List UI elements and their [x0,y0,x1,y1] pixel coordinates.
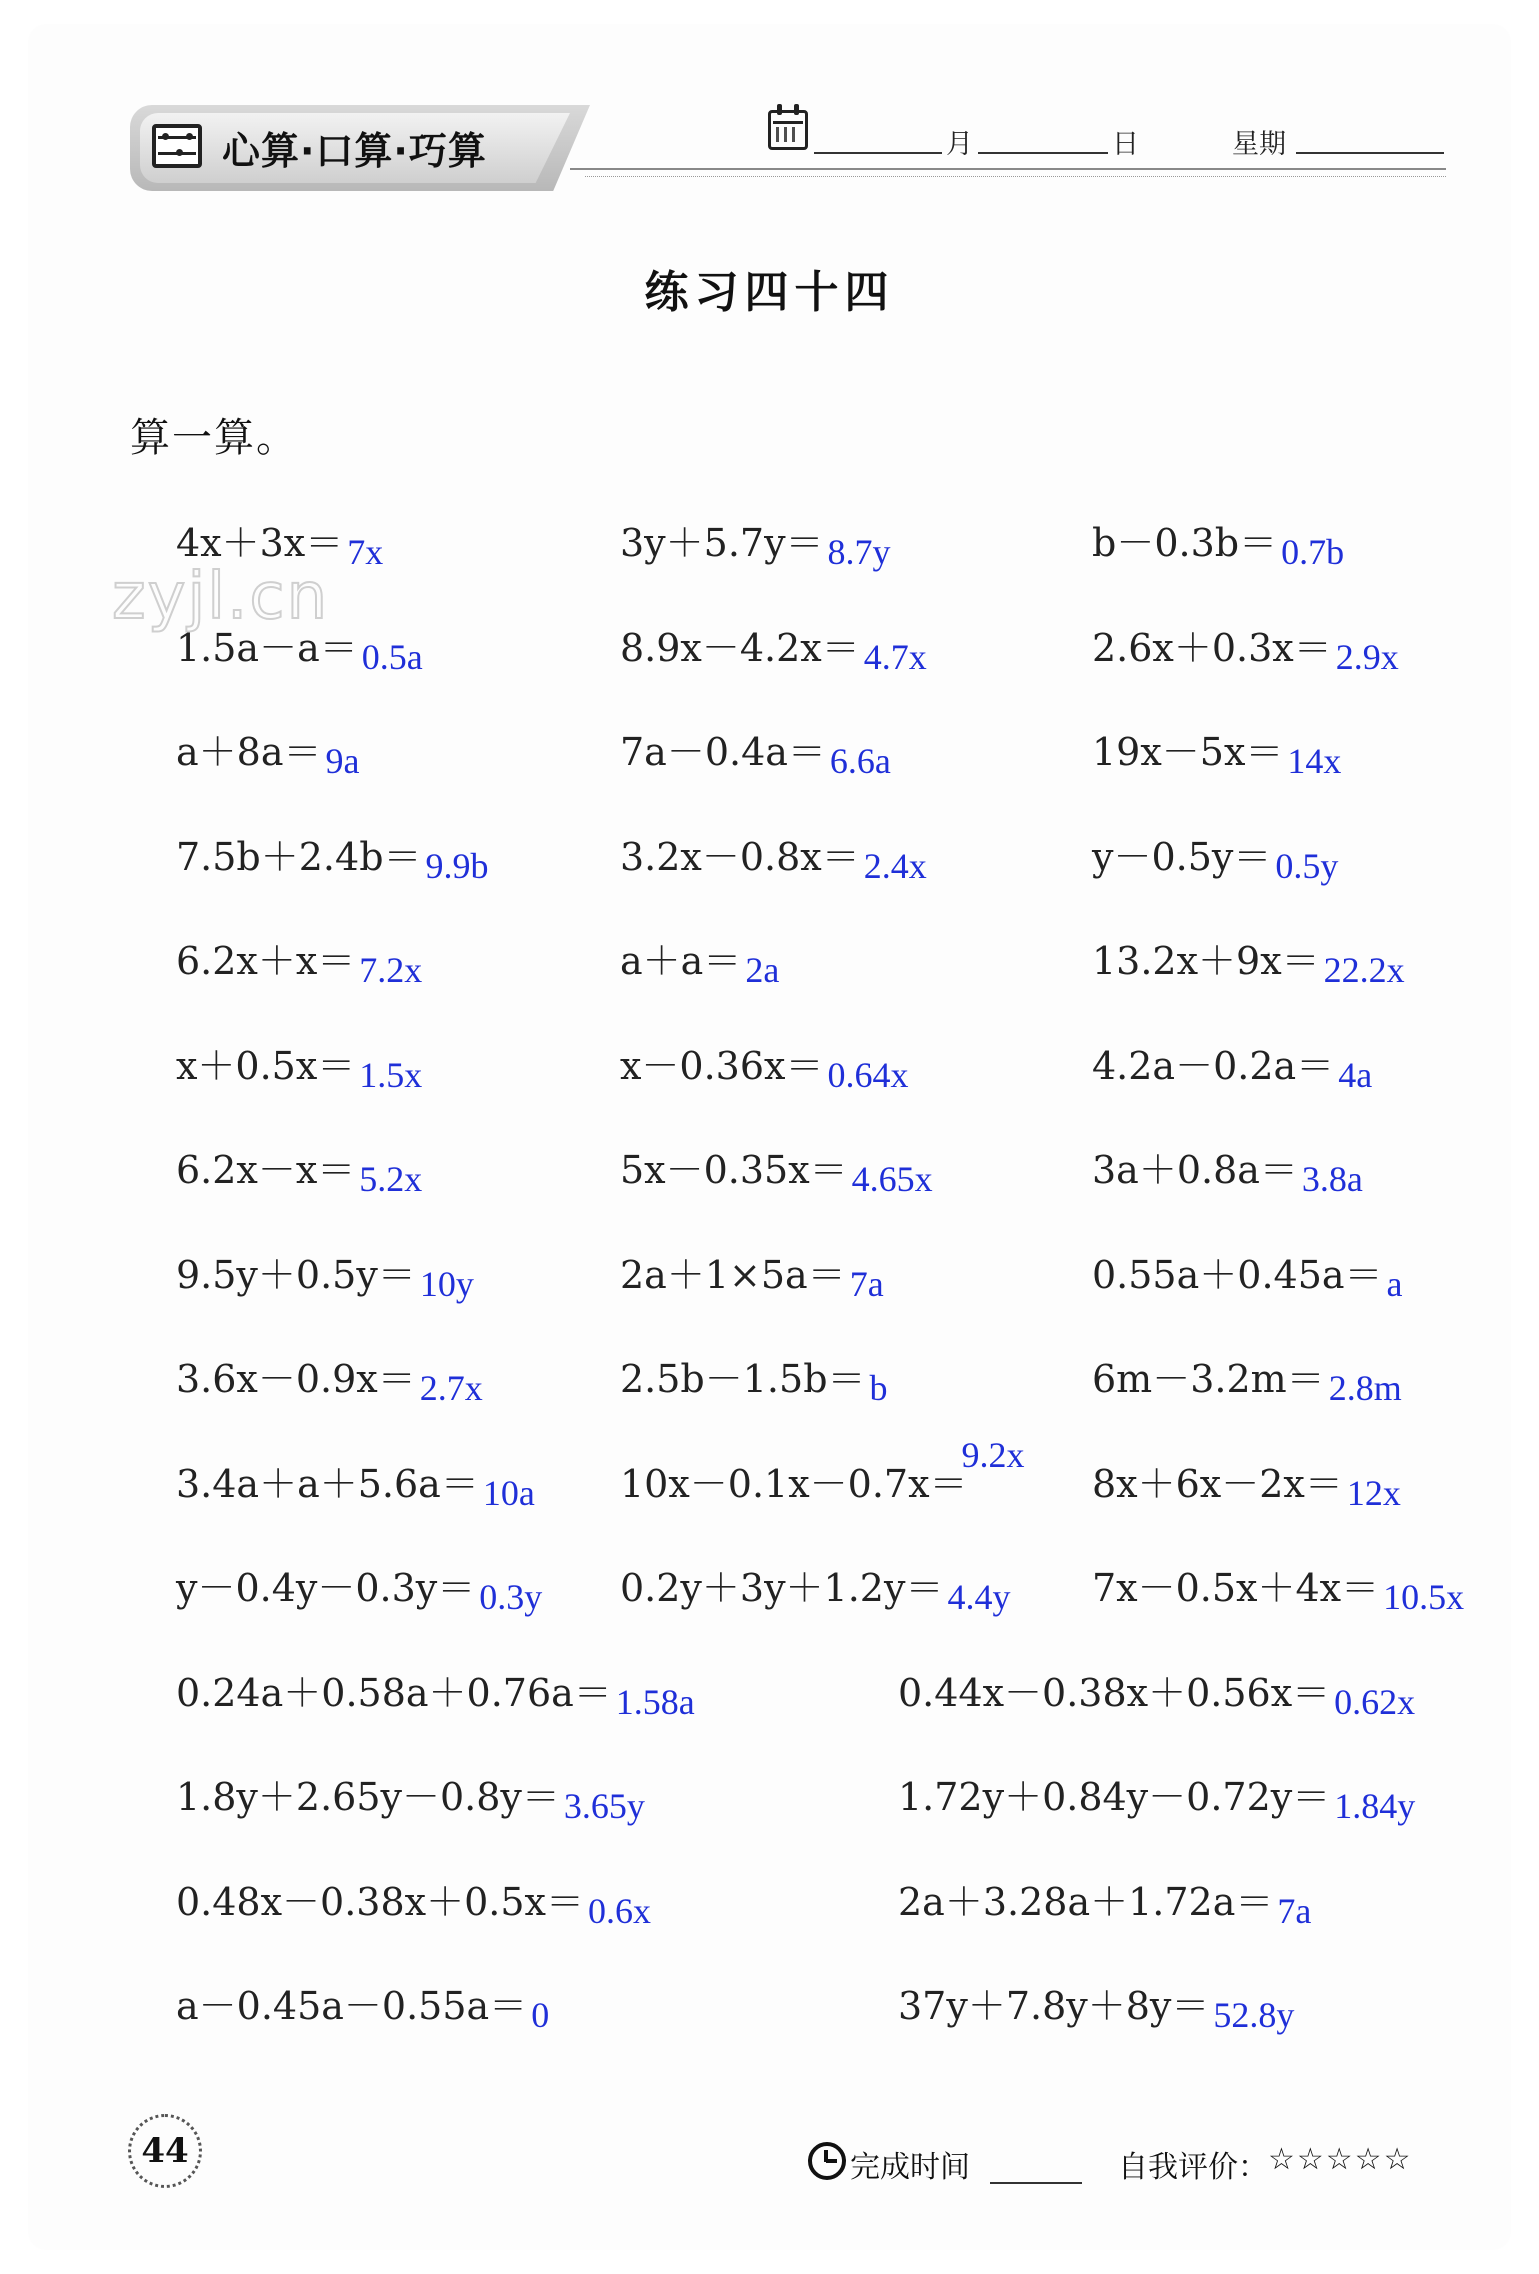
problem-item [898,1975,1294,2035]
abacus-icon [152,124,202,168]
problem-expression: 1.8y＋2.65y－0.8y＝ [176,1775,560,1819]
problem-expression: b－0.3b＝ [1092,521,1278,565]
problem-answer[interactable]: 12x [1346,1472,1401,1513]
problem-item [1092,512,1344,572]
completion-time-label: 完成时间 [850,2150,970,2185]
problem-expression: 2a＋1×5a＝ [620,1252,846,1297]
problem-answer[interactable]: 0.5a [361,636,423,677]
problem-item [620,826,927,886]
day-blank[interactable] [978,152,1108,154]
problem-expression: a＋a＝ [620,939,742,983]
problem-answer[interactable]: 1.58a [615,1681,695,1722]
problem-item [176,1139,422,1199]
problem-item [176,1871,651,1931]
problem-item [1092,930,1405,990]
problem-answer[interactable]: 2a [745,950,780,990]
problem-expression: 0.55a＋0.45a＝ [1092,1252,1383,1297]
header-divider-dotted [585,176,1446,177]
problem-answer[interactable]: 4.4y [947,1577,1011,1617]
problem-expression: 7.5b＋2.4b＝ [176,834,422,879]
problem-answer[interactable]: 2.8m [1328,1368,1402,1408]
problem-item [620,512,891,572]
problem-item [620,1139,933,1199]
problem-answer[interactable]: 14x [1287,741,1342,781]
problem-expression: 0.24a＋0.58a＋0.76a＝ [176,1670,612,1715]
problem-item [176,930,422,990]
problem-expression: 7x－0.5x＋4x＝ [1092,1566,1380,1610]
problem-answer[interactable]: 7a [1277,1890,1312,1931]
problem-expression: 3.6x－0.9x＝ [176,1357,416,1401]
problem-item [176,826,489,886]
month-blank[interactable] [814,152,942,154]
problem-item [620,1557,1010,1617]
problem-item [898,1662,1415,1722]
problem-answer[interactable]: a [1386,1263,1403,1304]
problem-item [620,1035,908,1095]
problem-expression: 3a＋0.8a＝ [1092,1148,1298,1192]
problem-answer[interactable]: 7.2x [359,950,423,990]
problem-item [176,1766,645,1826]
problem-item [176,617,423,677]
weekday-label: 星期 [1232,129,1286,160]
problem-answer[interactable]: 1.84y [1334,1786,1416,1826]
problem-answer[interactable]: 4.65x [851,1159,933,1199]
problem-answer[interactable]: 2.4x [863,845,927,886]
problem-item [176,1348,483,1408]
problem-expression: 2.6x＋0.3x＝ [1092,625,1332,670]
problem-item [176,1662,695,1722]
problem-expression: 2a＋3.28a＋1.72a＝ [898,1879,1274,1924]
completion-time-blank[interactable] [990,2182,1082,2184]
problem-expression: y－0.5y＝ [1092,834,1272,879]
problem-expression: 19x－5x＝ [1092,730,1284,774]
calendar-icon [768,110,808,150]
problem-answer[interactable]: 0.62x [1334,1681,1416,1722]
weekday-blank[interactable] [1296,152,1444,154]
problem-expression: 13.2x＋9x＝ [1092,939,1320,983]
problem-item [1092,1557,1464,1617]
problem-expression: 3.4a＋a＋5.6a＝ [176,1461,479,1506]
month-label: 月 [946,129,973,160]
problem-item [1092,826,1338,886]
problem-expression: 9.5y＋0.5y＝ [176,1252,416,1297]
problem-answer[interactable]: 8.7y [827,532,891,572]
problem-item [1092,721,1341,781]
problem-answer[interactable]: b [869,1368,888,1408]
problem-item [176,1035,422,1095]
problem-expression: a－0.45a－0.55a＝ [176,1984,528,2028]
problem-answer[interactable]: 2.7x [419,1368,483,1408]
problem-expression: x－0.36x＝ [620,1043,824,1088]
rating-stars[interactable]: ☆☆☆☆☆ [1268,2142,1413,2177]
problem-item [620,721,891,781]
problem-item [176,512,383,572]
problem-expression: 8.9x－4.2x＝ [620,625,860,670]
header-divider [570,168,1446,170]
day-label: 日 [1112,129,1139,160]
problem-expression: 10x－0.1x－0.7x＝ [620,1461,968,1506]
problem-answer[interactable]: 7a [849,1263,884,1304]
problem-item [620,1348,888,1408]
problem-answer[interactable]: 0.64x [827,1054,909,1095]
problem-expression: 2.5b－1.5b＝ [620,1357,866,1401]
problem-item [620,1434,1025,1513]
problem-answer[interactable]: 0 [531,1995,550,2035]
problem-item [620,1244,884,1304]
problem-answer[interactable]: 52.8y [1213,1995,1295,2035]
problem-answer[interactable]: 7x [347,532,384,572]
problem-item [898,1766,1415,1826]
problem-expression: 5x－0.35x＝ [620,1148,848,1192]
problem-answer[interactable]: 0.3y [479,1577,543,1617]
problem-expression: 4x＋3x＝ [176,521,344,565]
problem-item [620,930,779,990]
problem-answer[interactable]: 5.2x [359,1159,423,1199]
clock-icon [808,2142,846,2180]
problem-item [176,721,359,781]
problem-expression: 0.2y＋3y＋1.2y＝ [620,1566,944,1610]
problem-item [1092,1139,1363,1199]
problem-answer[interactable]: 0.6x [587,1890,651,1931]
problem-answer[interactable]: 22.2x [1323,950,1405,990]
problem-expression: 3.2x－0.8x＝ [620,834,860,879]
problem-answer[interactable]: 6.6a [829,741,891,781]
problem-expression: 7a－0.4a＝ [620,730,826,774]
problem-expression: 6m－3.2m＝ [1092,1357,1325,1401]
problem-answer[interactable]: 0.7b [1281,532,1345,572]
page-number: 44 [141,2131,189,2171]
problem-item [1092,1453,1401,1513]
problem-answer[interactable]: 4.7x [863,636,927,677]
section-title: 心算·口算·巧算 [222,129,487,173]
problem-item [1092,617,1399,677]
problem-answer[interactable]: 10y [419,1263,474,1304]
problem-answer[interactable]: 10a [482,1472,535,1513]
self-eval-label: 自我评价： [1118,2150,1268,2185]
problem-expression: 4.2a－0.2a＝ [1092,1043,1335,1088]
instruction: 算一算。 [130,415,298,461]
problem-expression: 0.44x－0.38x＋0.56x＝ [898,1670,1331,1715]
problem-expression: 37y＋7.8y＋8y＝ [898,1984,1210,2028]
problem-answer[interactable]: 9.2x [961,1434,1025,1475]
problem-expression: 1.72y＋0.84y－0.72y＝ [898,1775,1331,1819]
problem-expression: 3y＋5.7y＝ [620,521,824,565]
problem-item [620,617,927,677]
problem-answer[interactable]: 1.5x [359,1054,423,1095]
problem-item [176,1557,542,1617]
problem-expression: x＋0.5x＝ [176,1043,356,1088]
problem-item [176,1453,535,1513]
problem-answer[interactable]: 4a [1338,1054,1373,1095]
problem-item [1092,1244,1403,1304]
problem-item [1092,1035,1372,1095]
exercise-title: 练习四十四 [644,267,895,318]
problem-expression: 8x＋6x－2x＝ [1092,1461,1343,1506]
problem-expression: 1.5a－a＝ [176,625,358,670]
problem-expression: 0.48x－0.38x＋0.5x＝ [176,1879,584,1924]
problem-item [176,1244,474,1304]
problem-expression: 6.2x－x＝ [176,1148,356,1192]
problem-answer[interactable]: 10.5x [1383,1577,1465,1617]
problem-item [898,1871,1311,1931]
problem-answer[interactable]: 9a [325,741,360,781]
problem-item [176,1975,549,2035]
watermark: zyjl.cn [112,560,330,634]
problem-expression: y－0.4y－0.3y＝ [176,1566,476,1610]
problem-answer[interactable]: 0.5y [1275,845,1339,886]
problem-answer[interactable]: 3.8a [1301,1159,1363,1199]
problem-answer[interactable]: 9.9b [425,845,489,886]
problem-answer[interactable]: 2.9x [1335,636,1399,677]
problem-item [1092,1348,1402,1408]
problem-expression: 6.2x＋x＝ [176,939,356,983]
problem-expression: a＋8a＝ [176,730,322,774]
problem-answer[interactable]: 3.65y [563,1786,645,1826]
